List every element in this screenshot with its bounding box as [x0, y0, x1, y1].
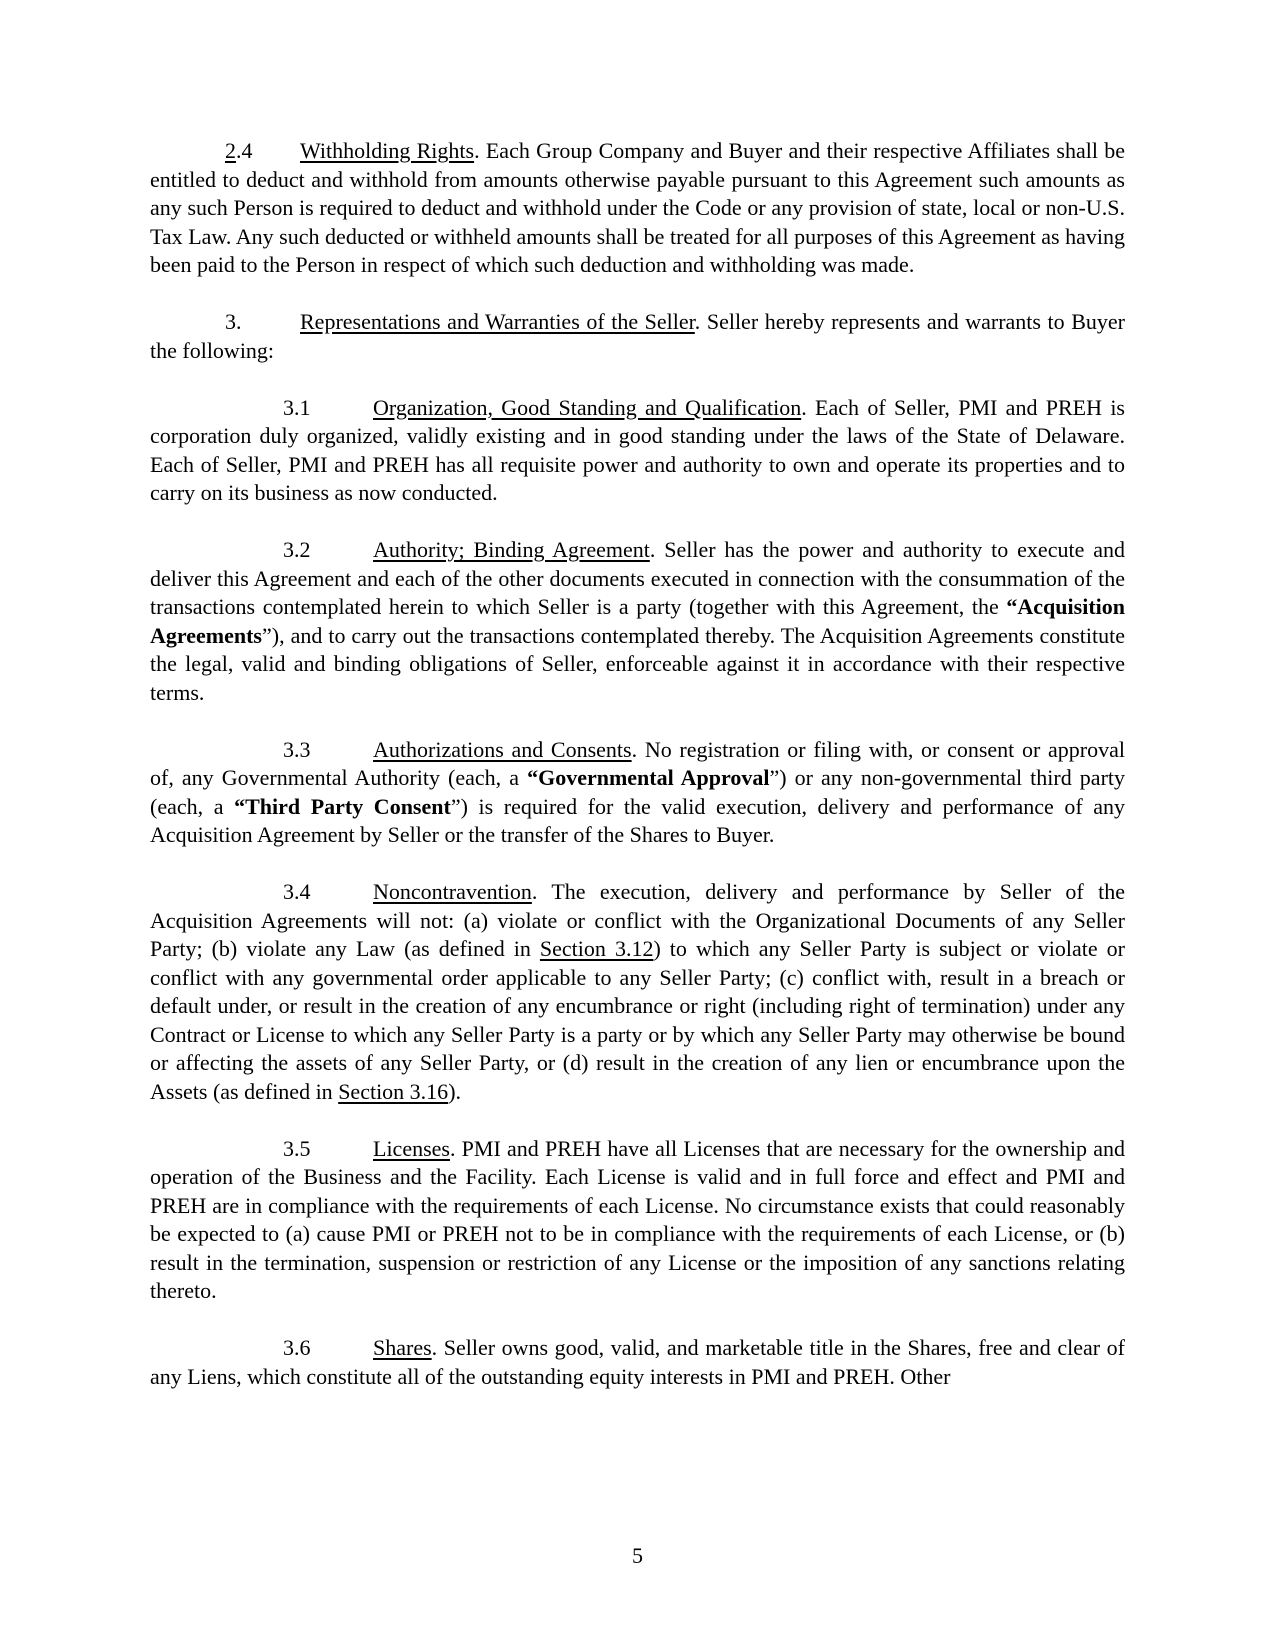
text-run: 3.4	[283, 879, 311, 904]
text-run: ”) is required for the valid execution, delivery and performance of any Acquisition Agreement by Seller or the transfer of the Shares to Buyer.	[150, 793, 1126, 847]
text-run: . PMI and PREH have all Licenses that are necessary for the ownership and operation of the Business and the Facility. Each License is valid and in full force and effect and PMI and PREH are in compliance with the requirements of each License. No circumstance exists that could reasonably be expected to (a) cause PMI or PREH not to be in compliance with the requirements of each License, or (b) result in the termination, suspension or restriction of any License or the imposition of any sanctions relating thereto.	[150, 1135, 1125, 1303]
paragraph-section-3-4	[150, 878, 1125, 1106]
text-run: ).	[448, 1078, 462, 1104]
section-number	[283, 878, 373, 907]
text-run: 3.2	[283, 537, 311, 562]
underlined-text-run: Section 3.12	[539, 936, 654, 961]
text-run: . Seller has the power and authority to execute and deliver this Agreement and each of the other documents executed in connection with the consummation of the transactions contemplated herein to which Seller is a party (together with this Agreement, the	[150, 537, 1125, 619]
text-run: ) to which any Seller Party is subject or violate or conflict with any governmental order applicable to any Seller Party; (c) conflict with, result in a breach or default under, or result in the creation of any encumbrance or right (including right of termination) under any Contract or License to which any Seller Party is a party or by which any Seller Party may otherwise be bound or affecting the assets of any Seller Party, or (d) result in the creation of any lien or encumbrance upon the Assets (as defined in	[150, 936, 1125, 1104]
text-run: 3.6	[283, 1335, 311, 1360]
text-run: 3.1	[283, 394, 311, 420]
underlined-text-run: Representations and Warranties of the Seller	[300, 309, 695, 334]
bold-text-run: “Third Party Consent	[234, 793, 451, 819]
paragraph-section-3-2	[150, 536, 1125, 707]
underlined-text-run: Section 3.16	[338, 1078, 449, 1104]
text-run: . The execution, delivery and performance by Seller of the Acquisition Agreements will not: (a) violate or conflict with the Organizational Documents of any Seller Party; (b) violate any Law (as defined in	[150, 879, 1125, 961]
underlined-text-run: Noncontravention	[373, 879, 532, 904]
underlined-text-run: Organization, Good Standing and Qualification	[373, 394, 802, 420]
text-run: . Each of Seller, PMI and PREH is corporation duly organized, validly existing and in good standing under the laws of the State of Delaware. Each of Seller, PMI and PREH has all requisite power and authority to own and operate its properties and to carry on its business as now conducted.	[150, 394, 1125, 505]
underlined-text-run: Authority; Binding Agreement	[373, 537, 650, 562]
paragraph-section-2-4	[150, 137, 1125, 280]
text-run: ”) or any non-governmental third party (each, a	[150, 765, 1126, 819]
section-number	[283, 394, 373, 423]
paragraph-section-3-3	[150, 736, 1125, 850]
section-number	[283, 536, 373, 565]
underlined-text-run: Shares	[373, 1335, 432, 1360]
section-number	[225, 137, 300, 166]
text-run: . Seller hereby represents and warrants to Buyer the following:	[150, 309, 1125, 363]
underlined-text-run: 2	[225, 138, 236, 163]
section-number	[283, 1135, 373, 1164]
document-body	[150, 137, 1125, 1391]
underlined-text-run: Withholding Rights	[300, 138, 475, 163]
paragraph-section-3-5	[150, 1135, 1125, 1306]
text-run: ”), and to carry out the transactions contemplated thereby. The Acquisition Agreements constitute the legal, valid and binding obligations of Seller, enforceable against it in accordance with their respective terms.	[150, 622, 1125, 705]
underlined-text-run: Licenses	[373, 1135, 450, 1161]
paragraph-section-3-6	[150, 1334, 1125, 1391]
paragraph-section-3	[150, 308, 1125, 365]
page-number: 5	[632, 1543, 643, 1568]
text-run: 3.	[225, 309, 242, 334]
paragraph-section-3-1	[150, 394, 1125, 508]
text-run: 3.5	[283, 1135, 311, 1161]
bold-text-run: “Acquisition Agreements	[150, 594, 1125, 648]
text-run: .4	[236, 138, 253, 163]
bold-text-run: “Governmental Approval	[527, 765, 770, 790]
text-run: . Seller owns good, valid, and marketable title in the Shares, free and clear of any Liens, which constitute all of the outstanding equity interests in PMI and PREH. Other	[150, 1335, 1125, 1389]
section-number	[225, 308, 300, 337]
underlined-text-run: Authorizations and Consents	[373, 736, 632, 762]
text-run: . No registration or filing with, or consent or approval of, any Governmental Authority (each, a	[150, 736, 1125, 790]
section-number	[283, 736, 373, 765]
text-run: 3.3	[283, 736, 311, 762]
section-number	[283, 1334, 373, 1363]
text-run: . Each Group Company and Buyer and their respective Affiliates shall be entitled to deduct and withhold from amounts otherwise payable pursuant to this Agreement such amounts as any such Person is required to deduct and withhold under the Code or any provision of state, local or non-U.S. Tax Law. Any such deducted or withheld amounts shall be treated for all purposes of this Agreement as having been paid to the Person in respect of which such deduction and withholding was made.	[150, 138, 1125, 277]
